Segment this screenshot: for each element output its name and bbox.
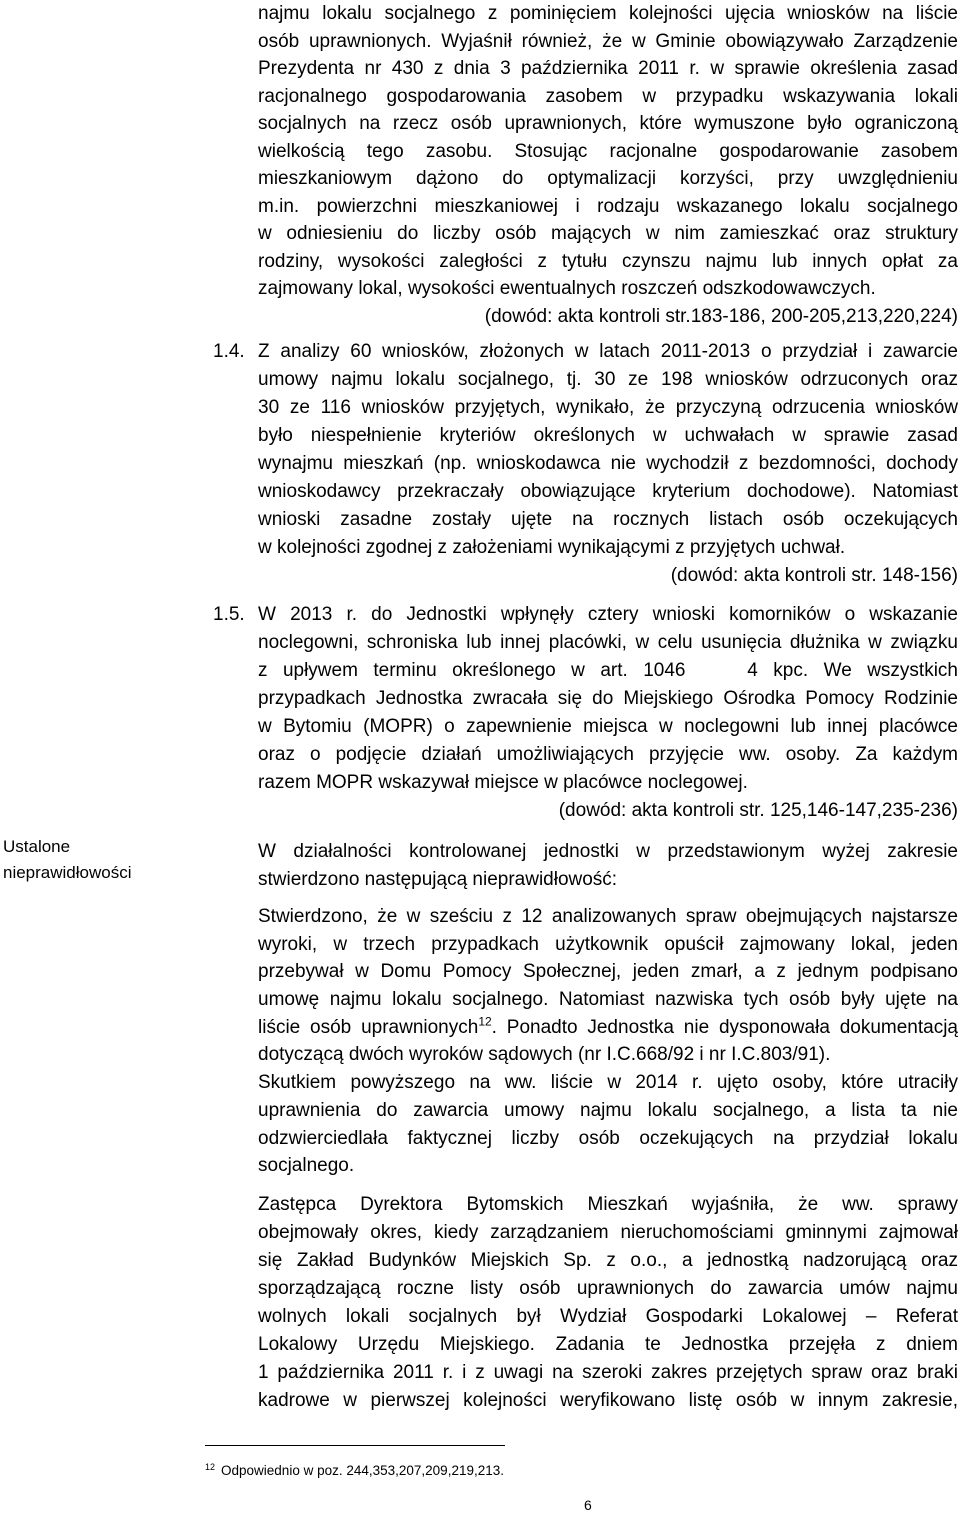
- text-line: W 2013 r. do Jednostki wpłynęły cztery wnioski komorników o wskazanie: [258, 604, 958, 625]
- text-line: razem MOPR wskazywał miejsce w placówce noclegowej.: [258, 772, 748, 793]
- text-line: w odniesieniu do liczby osób mających w nim zamieszkać oraz struktury: [258, 223, 958, 244]
- text-line: wnioski zasadne zostały ujęte na rocznych listach osób oczekujących: [258, 509, 958, 530]
- text-line: Zastępca Dyrektora Bytomskich Mieszkań wyjaśniła, że ww. sprawy: [258, 1194, 958, 1215]
- text-line: Stwierdzono, że w sześciu z 12 analizowanych spraw obejmujących najstarsze: [258, 906, 958, 927]
- text-fragment: liście osób uprawnionych: [258, 1016, 479, 1038]
- text-fragment: . Ponadto Jednostka nie dysponowała dokumentacją: [491, 1016, 958, 1038]
- text-line: uprawnienia do zawarcia umowy najmu lokalu socjalnego, a lista ta nie: [258, 1099, 958, 1121]
- text-line: w Bytomiu (MOPR) o zapewnienie miejsca w noclegowni lub innej placówce: [258, 716, 958, 737]
- footnote: [205, 1461, 504, 1481]
- text-line: wolnych lokali socjalnych był Wydział Gospodarki Lokalowej – Referat: [258, 1306, 958, 1327]
- text-line: kadrowe w pierwszej kolejności weryfikowano listę osób w innym zakresie,: [258, 1390, 958, 1411]
- text-line: wyroki, w trzech przypadkach użytkownik opuścił zajmowany lokal, jeden: [258, 933, 958, 955]
- text-line: mieszkaniowym dążono do optymalizacji korzyści, przy uwzględnieniu: [258, 168, 958, 189]
- side-label-line: Ustalone: [3, 837, 71, 856]
- text-line: przypadkach Jednostka zwracała się do Miejskiego Ośrodka Pomocy Rodzinie: [258, 688, 958, 709]
- findings-intro: [258, 838, 958, 894]
- side-label-line: nieprawidłowości: [3, 863, 132, 882]
- text-line: było niespełnienie kryteriów określonych w uchwałach w sprawie zasad: [258, 425, 958, 446]
- text-line: noclegowni, schroniska lub innej placówki, w celu usunięcia dłużnika w związku: [258, 632, 958, 653]
- text-line: umowy najmu lokalu socjalnego, tj. 30 ze 198 wniosków odrzuconych oraz: [258, 369, 958, 390]
- findings-paragraph-2: [258, 1191, 958, 1415]
- text-line: 1 października 2011 r. i z uwagi na szeroki zakres przejętych spraw oraz braki: [258, 1362, 958, 1383]
- text-line: Lokalowy Urzędu Miejskiego. Zadania te Jednostka przejęła z dniem: [258, 1334, 958, 1355]
- text-line: m.in. powierzchni mieszkaniowej i rodzaju wskazanego lokalu socjalnego: [258, 195, 958, 217]
- text-line: zajmowany lokal, wysokości ewentualnych roszczeń odszkodowawczych.: [258, 278, 876, 299]
- text-line: się Zakład Budynków Miejskich Sp. z o.o., a jednostką nadzorującą oraz: [258, 1250, 958, 1271]
- text-line: sporządzającą roczne listy osób uprawnionych do zawarcia umów najmu: [258, 1278, 958, 1299]
- side-label: [3, 834, 132, 886]
- text-line: przebywał w Domu Pomocy Społecznej, jeden zmarł, a z jednym podpisano: [258, 961, 958, 983]
- text-line: [258, 1014, 958, 1042]
- text-line: umowę najmu lokalu socjalnego. Natomiast nazwiska tych osób były ujęte na: [258, 989, 958, 1011]
- page-number: 6: [584, 1497, 592, 1513]
- text-line: wielkością tego zasobu. Stosując racjonalne gospodarowanie zasobem: [258, 140, 958, 162]
- section-number: 1.4.: [213, 341, 245, 362]
- text-line: Prezydenta nr 430 z dnia 3 października 2011 r. w sprawie określenia zasad: [258, 58, 958, 79]
- text-line: socjalnych na rzecz osób uprawnionych, które wymuszone było ograniczoną: [258, 113, 958, 134]
- text-line: 30 ze 116 wniosków przyjętych, wynikało, że przyczyną odrzucenia wniosków: [258, 397, 958, 418]
- text-line: odzwierciedlała faktycznej liczby osób oczekujących na przydział lokalu: [258, 1127, 958, 1149]
- text-line: najmu lokalu socjalnego z pominięciem kolejności ujęcia wniosków na liście: [258, 3, 958, 24]
- text-line: W działalności kontrolowanej jednostki w przedstawionym wyżej zakresie: [258, 841, 958, 862]
- section-number: 1.5.: [213, 604, 245, 625]
- text-line: osób uprawnionych. Wyjaśnił również, że w Gminie obowiązywało Zarządzenie: [258, 30, 958, 52]
- footnote-mark: 12: [205, 1461, 216, 1472]
- text-line: oraz o podjęcie działań umożliwiających przyjęcie ww. osoby. Za każdym: [258, 744, 958, 765]
- section-1-4-paragraph: [258, 338, 958, 590]
- footnote-separator: [205, 1445, 505, 1446]
- evidence-reference: (dowód: akta kontroli str. 125,146-147,235-236): [558, 800, 958, 821]
- text-line: racjonalnego gospodarowania zasobem w przypadku wskazywania lokali: [258, 85, 958, 107]
- text-line: Skutkiem powyższego na ww. liście w 2014 r. ujęto osoby, które utraciły: [258, 1072, 958, 1094]
- text-line: obejmowały okres, kiedy zarządzaniem nieruchomościami gminnymi zajmował: [258, 1222, 958, 1243]
- footnote-reference: 12: [478, 1014, 492, 1029]
- text-line: stwierdzono następującą nieprawidłowość:: [258, 869, 618, 890]
- text-line: rodziny, wysokości zaległości z tytułu czynszu najmu lub innych opłat za: [258, 250, 958, 272]
- findings-paragraph-1: [258, 903, 958, 1180]
- text-line: wnioskodawcy przekraczały obowiązujące kryterium dochodowe). Natomiast: [258, 481, 958, 502]
- intro-paragraph: [258, 0, 958, 330]
- text-line: dotyczącą dwóch wyroków sądowych (nr I.C.668/92 i nr I.C.803/91).: [258, 1044, 831, 1066]
- section-1-5-paragraph: [258, 601, 958, 825]
- evidence-reference: (dowód: akta kontroli str.183-186, 200-205,213,220,224): [484, 305, 958, 327]
- evidence-reference: (dowód: akta kontroli str. 148-156): [670, 565, 958, 586]
- text-line: w kolejności zgodnej z założeniami wynikającymi z przyjętych uchwał.: [258, 537, 846, 558]
- text-line: Z analizy 60 wniosków, złożonych w latach 2011-2013 o przydział i zawarcie: [258, 341, 958, 362]
- text-line: z upływem terminu określonego w art. 1046 4 kpc. We wszystkich: [258, 660, 958, 681]
- text-line: socjalnego.: [258, 1155, 355, 1177]
- text-line: wynajmu mieszkań (np. wnioskodawca nie wychodził z bezdomności, dochody: [258, 453, 958, 474]
- footnote-text: Odpowiednio w poz. 244,353,207,209,219,213.: [221, 1463, 504, 1478]
